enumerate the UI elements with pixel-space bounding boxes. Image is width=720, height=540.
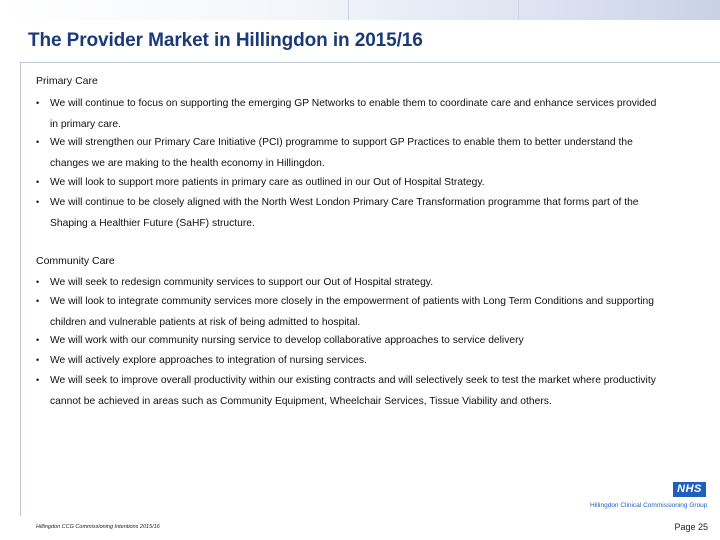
page-number: Page 25 — [674, 522, 708, 532]
bullet-icon: • — [36, 197, 40, 207]
nhs-logo: NHS — [673, 482, 706, 497]
header-band — [0, 0, 720, 20]
section-heading-community-care: Community Care — [36, 255, 115, 267]
bullet-icon: • — [36, 277, 40, 287]
page-title: The Provider Market in Hillingdon in 2015/16 — [28, 30, 423, 51]
section-heading-primary-care: Primary Care — [36, 75, 98, 87]
list-item: • We will work with our community nursing service to develop collaborative approaches to service delivery — [36, 330, 706, 351]
bullet-icon: • — [36, 177, 40, 187]
header-divider — [518, 0, 519, 20]
bullet-icon: • — [36, 98, 40, 108]
list-item: • We will continue to focus on supporting the emerging GP Networks to enable them to coordinate care and enhance services provided in primary care. — [36, 93, 706, 135]
list-item: • We will look to support more patients in primary care as outlined in our Out of Hospital Strategy. — [36, 172, 706, 193]
bullet-icon: • — [36, 296, 40, 306]
list-item: • We will look to integrate community services more closely in the empowerment of patients with Long Term Conditions and supporting children and vulnerable patients at risk of being admitted to hospital. — [36, 291, 706, 333]
list-item: • We will seek to redesign community services to support our Out of Hospital strategy. — [36, 272, 706, 293]
list-item: • We will seek to improve overall productivity within our existing contracts and will selectively seek to test the market where productivity cannot be achieved in areas such as Community Equipment, Wheelchair Services, Tissue Viability and others. — [36, 370, 706, 412]
ccg-name: Hillingdon Clinical Commissioning Group — [590, 502, 708, 509]
header-divider — [348, 0, 349, 20]
list-item: • We will actively explore approaches to integration of nursing services. — [36, 350, 706, 371]
bullet-icon: • — [36, 137, 40, 147]
footer-document-title: Hillingdon CCG Commissioning Intentions 2015/16 — [36, 524, 160, 530]
bullet-icon: • — [36, 375, 40, 385]
list-item: • We will continue to be closely aligned with the North West London Primary Care Transformation programme that forms part of the Shaping a Healthier Future (SaHF) structure. — [36, 192, 706, 234]
list-item: • We will strengthen our Primary Care Initiative (PCI) programme to support GP Practices to enable them to better understand the changes we are making to the health economy in Hillingdon. — [36, 132, 706, 174]
bullet-icon: • — [36, 335, 40, 345]
bullet-icon: • — [36, 355, 40, 365]
